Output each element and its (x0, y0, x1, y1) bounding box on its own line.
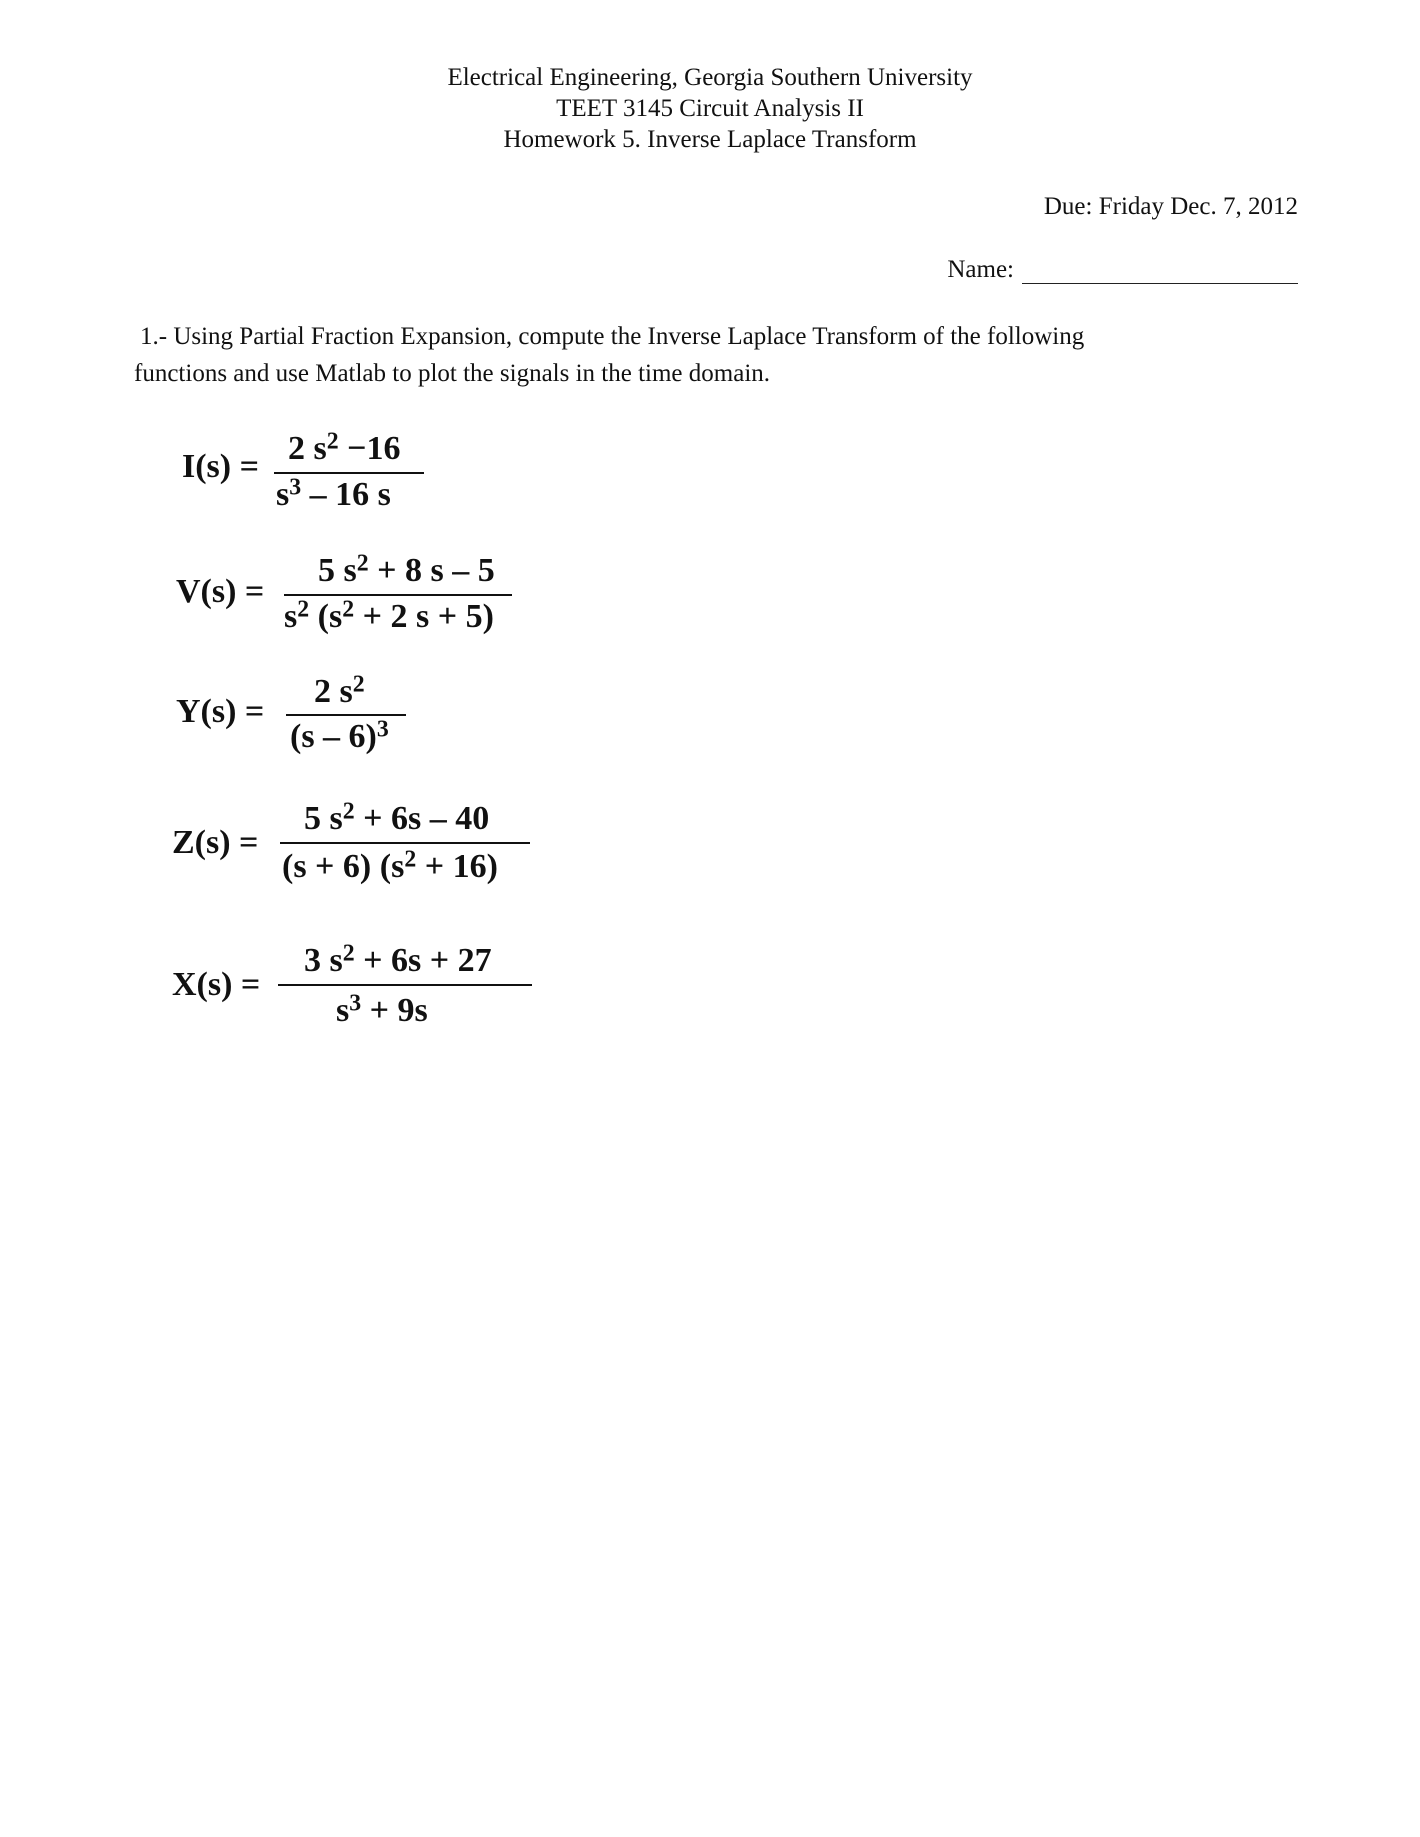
due-date: Due: Friday Dec. 7, 2012 (1043, 193, 1298, 220)
equation-v-fraction-bar (284, 594, 512, 596)
equation-i-lhs: I(s) = (182, 448, 259, 485)
name-label: Name: (947, 256, 1014, 283)
equation-z-fraction-bar (280, 842, 530, 844)
equation-y-denominator: (s – 6)$^3$ (290, 716, 389, 755)
equation-i-denominator: $s^3 - 16$ s (276, 474, 391, 513)
equation-x-numerator: 3 $s^2 + 6s + 27$ (304, 940, 492, 979)
equation-x-lhs: X(s) = (172, 966, 261, 1003)
name-blank-line[interactable] (1022, 257, 1298, 284)
equation-y-lhs: Y(s) = (176, 693, 265, 730)
equation-x-denominator: $s^3 + 9s$ (336, 990, 428, 1029)
equation-y-numerator: 2 $s^2$ (314, 671, 365, 710)
equation-v-numerator: 5 $s^2 + 8$ s – 5 (318, 550, 495, 589)
document-header (0, 62, 1420, 155)
name-field-row (947, 256, 1298, 284)
question-1 (134, 318, 1254, 392)
header-department: Electrical Engineering, Georgia Southern University (447, 64, 973, 91)
equation-z-denominator: (s + 6) $(s^2 + 16)$ (282, 846, 498, 885)
question-text-line-2: functions and use Matlab to plot the signals in the time domain. (134, 360, 771, 387)
equation-x-fraction-bar (278, 984, 532, 986)
equation-v-denominator: $s^2$ ($s^2 + 2$ s + 5) (284, 596, 494, 635)
equation-i-numerator: 2 $s^2 -16$ (288, 428, 401, 467)
equation-z-lhs: Z(s) = (172, 824, 259, 861)
header-assignment-title: Homework 5. Inverse Laplace Transform (503, 126, 917, 153)
equation-z-numerator: 5 $s^2 + 6s - 40$ (304, 798, 490, 837)
question-text-line-1: 1.- Using Partial Fraction Expansion, compute the Inverse Laplace Transform of the following (140, 323, 1085, 350)
header-course: TEET 3145 Circuit Analysis II (556, 95, 864, 122)
equation-v-lhs: V(s) = (176, 573, 265, 610)
